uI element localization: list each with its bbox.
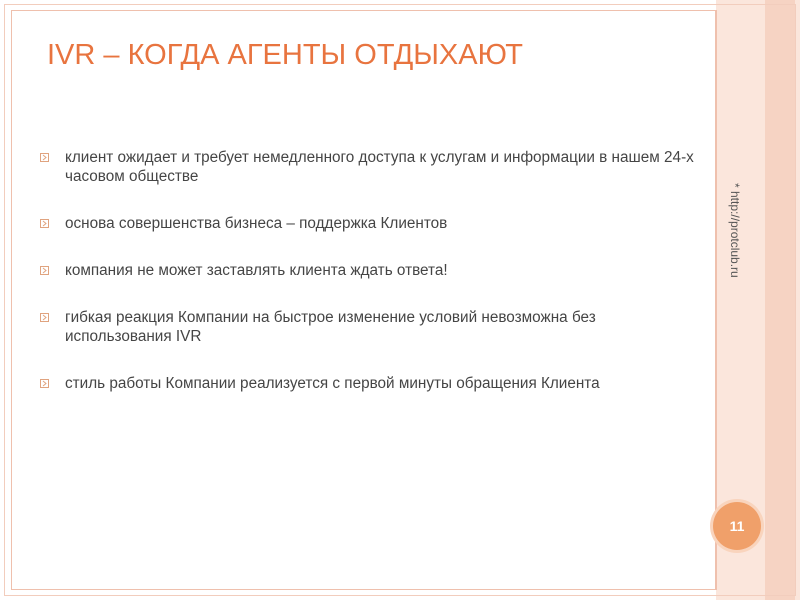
bullet-text: компания не может заставлять клиента ждать ответа! xyxy=(65,262,448,279)
bullet-text: клиент ожидает и требует немедленного доступа к услугам и информации в нашем 24-х часовом обществе xyxy=(65,149,694,185)
bullet-icon xyxy=(40,379,49,388)
slide-title: IVR – КОГДА АГЕНТЫ ОТДЫХАЮТ xyxy=(47,39,523,71)
bullet-item xyxy=(40,261,700,280)
bullet-text: стиль работы Компании реализуется с первой минуты обращения Клиента xyxy=(65,375,600,392)
bullet-icon xyxy=(40,313,49,322)
bullet-item xyxy=(40,214,700,233)
bullet-text: основа совершенства бизнеса – поддержка Клиентов xyxy=(65,215,448,232)
bullet-icon xyxy=(40,266,49,275)
bullet-text: гибкая реакция Компании на быстрое изменение условий невозможна без использования IVR xyxy=(65,309,596,345)
source-url-text: * http://protclub.ru xyxy=(728,183,742,278)
bullet-icon xyxy=(40,153,49,162)
bullet-item xyxy=(40,374,700,393)
side-divider xyxy=(716,10,717,590)
page-number-badge: 11 xyxy=(713,502,761,550)
bullet-item xyxy=(40,308,700,346)
bullet-icon xyxy=(40,219,49,228)
bullet-item xyxy=(40,148,700,186)
bullet-list xyxy=(40,148,700,421)
